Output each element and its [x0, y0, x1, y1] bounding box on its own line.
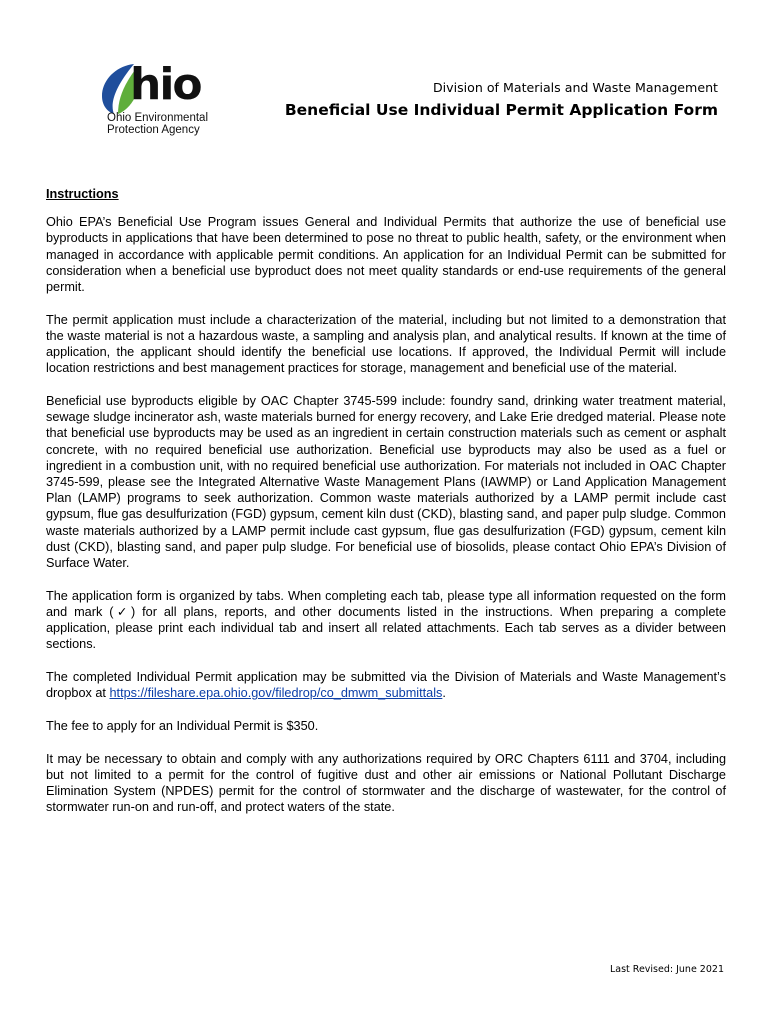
logo-wordmark: hio: [130, 59, 201, 110]
division-name: Division of Materials and Waste Management: [432, 80, 718, 95]
last-revised: Last Revised: June 2021: [609, 964, 724, 975]
instructions-section: [46, 186, 726, 832]
instructions-heading: Instructions: [46, 187, 119, 201]
logo-agency-line1: Ohio Environmental: [107, 112, 208, 124]
submission-text-end: .: [442, 686, 446, 701]
logo-agency-line2: Protection Agency: [107, 124, 200, 136]
dropbox-link[interactable]: https://fileshare.epa.ohio.gov/filedrop/co_dmwm_submittals: [109, 686, 443, 701]
ohio-epa-logo: [94, 60, 224, 142]
paragraph-eligible-byproducts: Beneficial use byproducts eligible by OAC Chapter 3745-599 include: foundry sand, drinking water treatment material, sewage sludge incinerator ash, waste materials burned for energy recovery, and Lake Erie dredged material. Please note that beneficial use byproducts may be used as an ingredient in certain construction materials such as cement or asphalt concrete, with no required beneficial use authorization. Beneficial use byproducts may also be used as a fuel or ingredient in a combustion unit, with no required beneficial use authorization. For materials not included in OAC Chapter 3745-599, please see the Integrated Alternative Waste Management Plans (IAWMP) or Land Application Management Plan (LAMP) programs to seek authorization. Common waste materials authorized by a LAMP permit include cast gypsum, flue gas desulfurization (FGD) gypsum, cement kiln dust (CKD), blasting sand, and paper pulp sludge. Common waste materials authorized by a LAMP permit include cast gypsum, flue gas desulfurization (FGD) gypsum, cement kiln dust (CKD), blasting sand, and paper pulp sludge. For beneficial use of biosolids, please contact Ohio EPA’s Division of Surface Water.: [46, 394, 726, 571]
logo-agency-name: [107, 112, 208, 136]
paragraph-submission: [46, 669, 726, 701]
paragraph-fee: The fee to apply for an Individual Permit is $350.: [46, 718, 319, 733]
paragraph-form-organization: The application form is organized by tabs. When completing each tab, please type all information requested on the form and mark (✓) for all plans, reports, and other documents listed in the instructions. When preparing a complete application, please print each individual tab and insert all related attachments. Each tab serves as a divider between sections.: [46, 588, 726, 652]
paragraph-program-overview: Ohio EPA’s Beneficial Use Program issues General and Individual Permits that authorize the use of beneficial use byproducts in applications that have been determined to pose no threat to public health, safety, or the environment when managed in accordance with applicable permit conditions. An application for an Individual Permit can be submitted for consideration when a beneficial use byproduct does not meet quality standards or end-use requirements of the general permit.: [46, 215, 726, 295]
paragraph-other-authorizations: It may be necessary to obtain and comply with any authorizations required by ORC Chapters 6111 and 3704, including but not limited to a permit for the control of fugitive dust and other air emissions or National Pollutant Discharge Elimination System (NPDES) permit for the control of stormwater and the discharge of wastewater, for the control of stormwater run-on and run-off, and protect waters of the state.: [46, 751, 726, 815]
paragraph-application-requirements: The permit application must include a characterization of the material, including but not limited to a demonstration that the waste material is not a hazardous waste, a sampling and analysis plan, and analytical results. If known at the time of application, the applicant should identify the beneficial use locations. If approved, the Individual Permit will include location restrictions and best management practices for storage, management and beneficial use of the material.: [46, 312, 726, 376]
form-title: Beneficial Use Individual Permit Application Form: [284, 101, 718, 119]
submission-text: The completed Individual Permit application may be submitted via the Division of Materials and Waste Management’s dropbox at: [46, 670, 726, 701]
